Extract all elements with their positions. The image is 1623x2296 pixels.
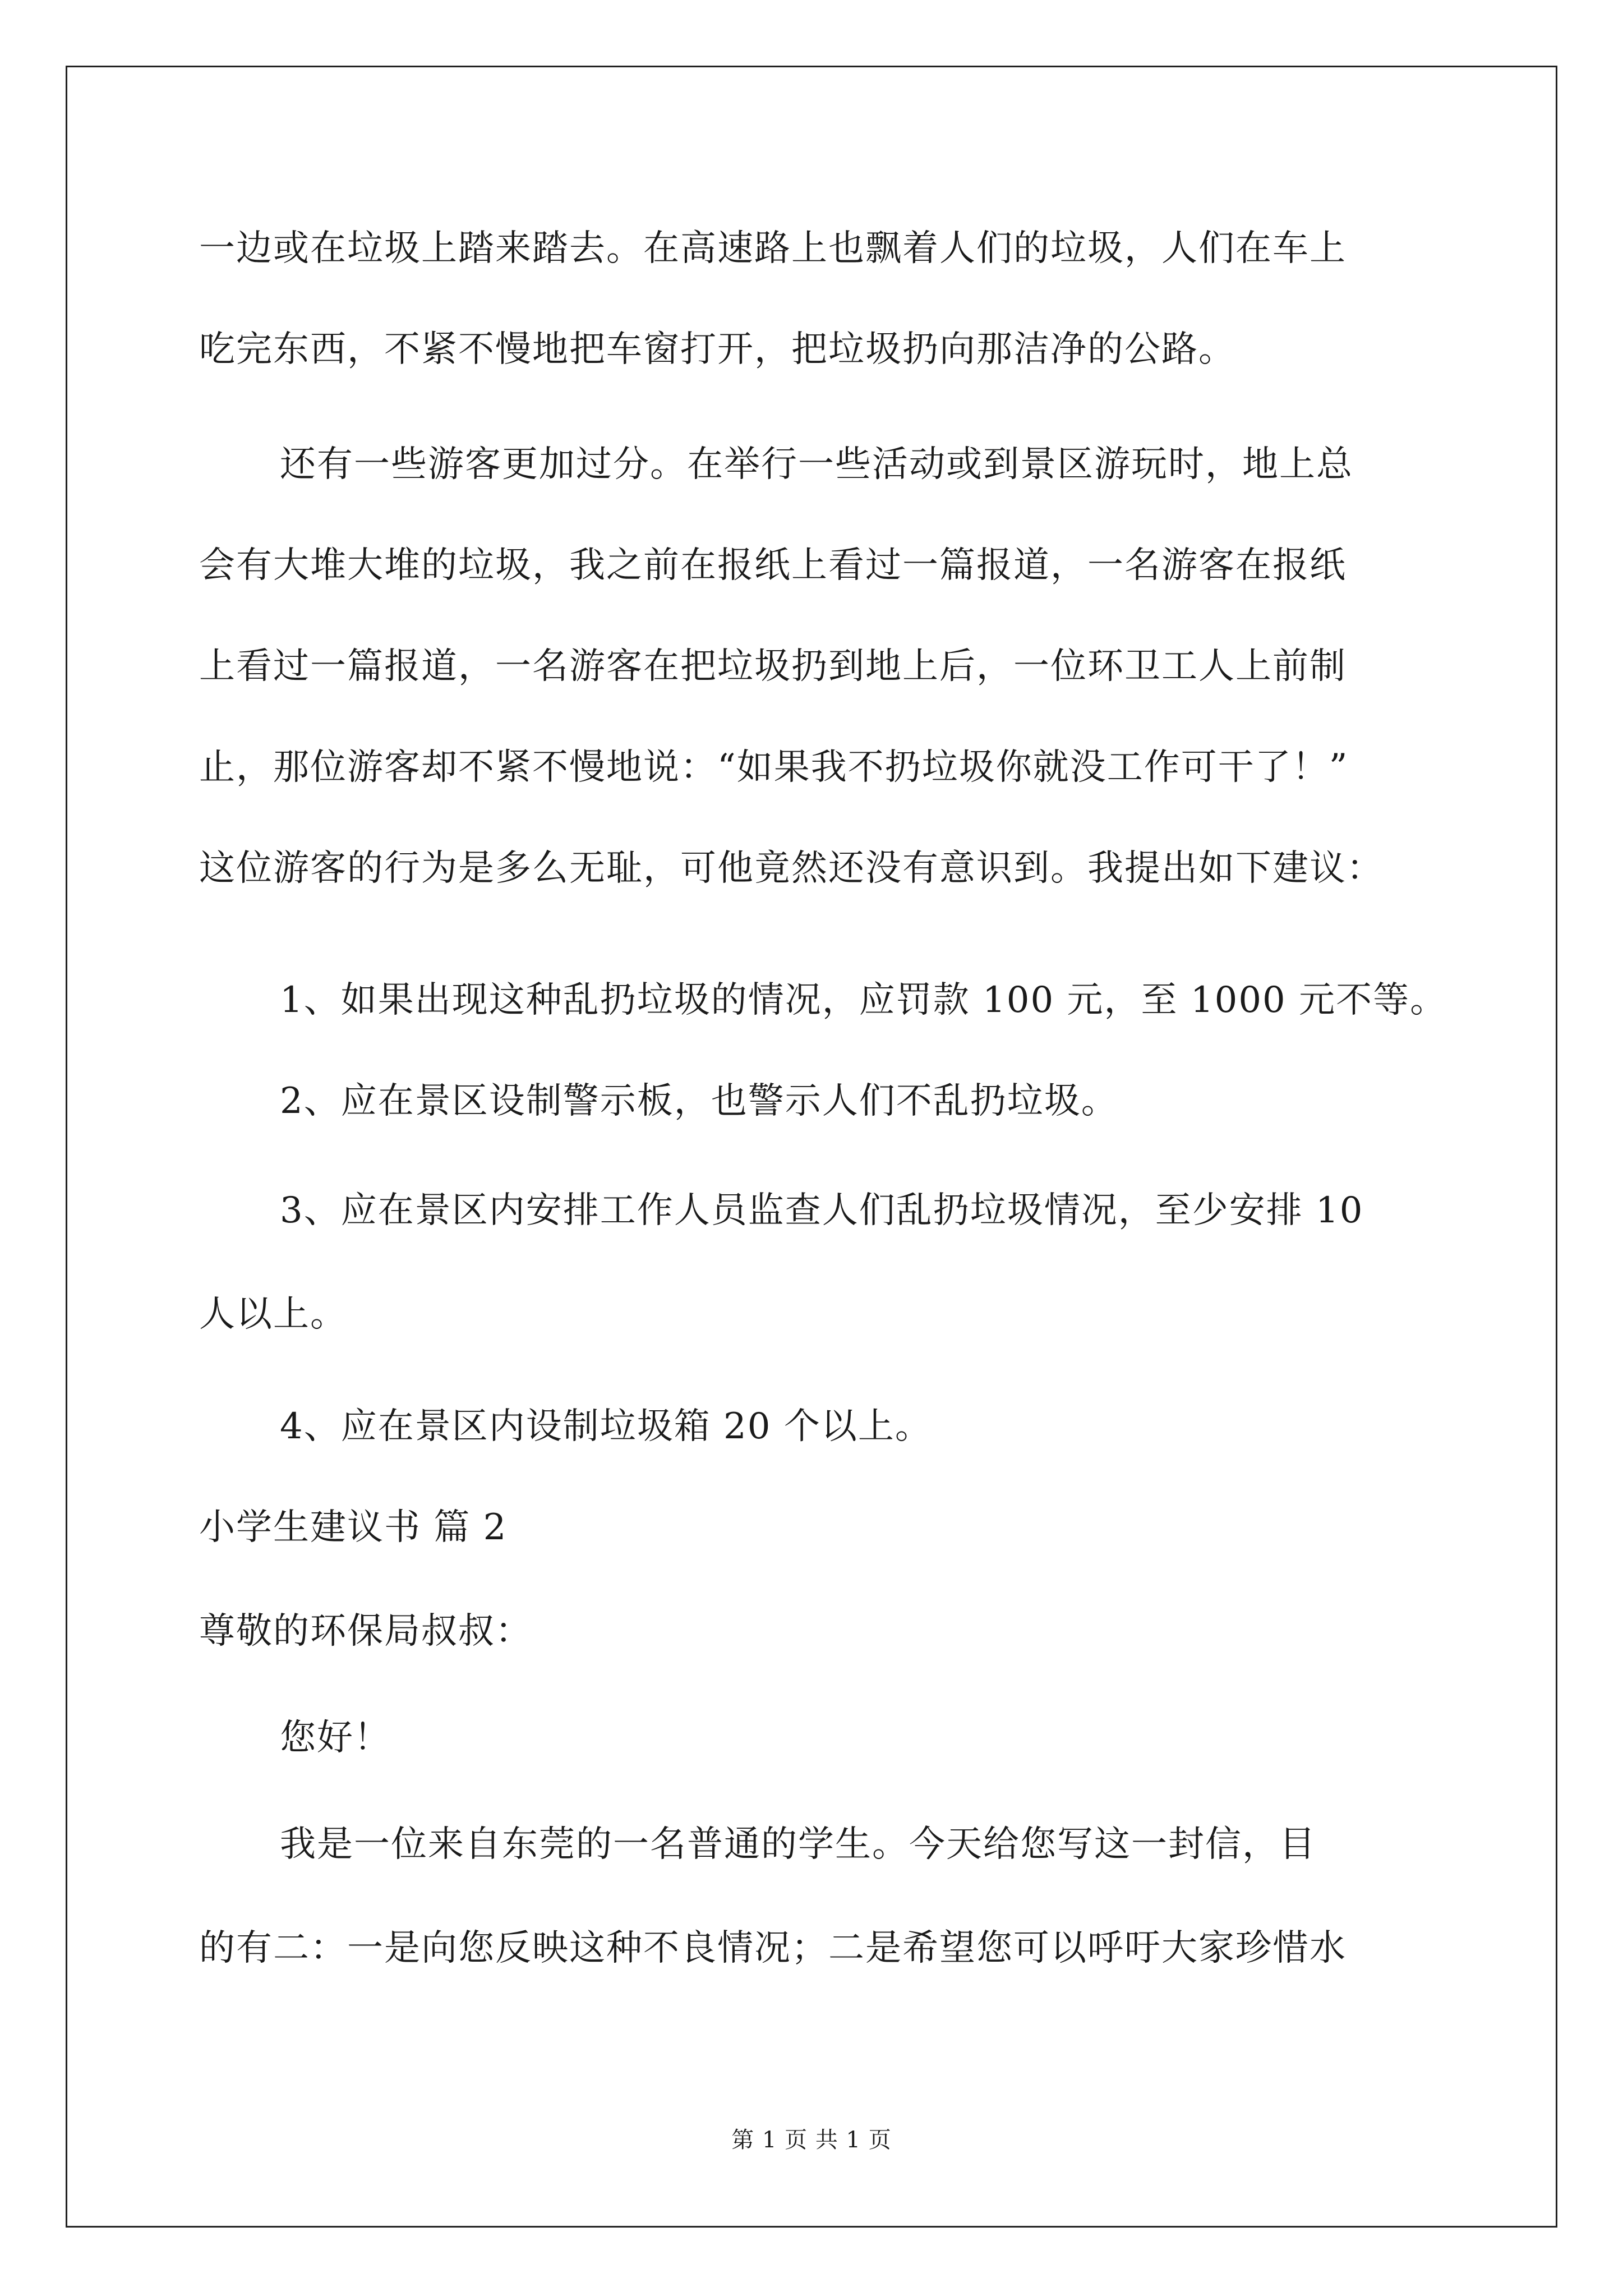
text-line: 一边或在垃圾上踏来踏去。在高速路上也飘着人们的垃圾，人们在车上 <box>199 228 1347 269</box>
page-footer: 第 1 页 共 1 页 <box>731 2127 892 2153</box>
list-item-2: 2、应在景区设制警示板，也警示人们不乱扔垃圾。 <box>280 1080 1118 1122</box>
text-line: 会有大堆大堆的垃圾，我之前在报纸上看过一篇报道，一名游客在报纸 <box>199 545 1347 586</box>
text-line: 这位游客的行为是多么无耻，可他竟然还没有意识到。我提出如下建议： <box>199 848 1384 889</box>
text-line: 吃完东西，不紧不慢地把车窗打开，把垃圾扔向那洁净的公路。 <box>199 329 1235 370</box>
text-line: 止，那位游客却不紧不慢地说：“如果我不扔垃圾你就没工作可干了！” <box>199 747 1349 788</box>
paragraph-start-line: 还有一些游客更加过分。在举行一些活动或到景区游玩时，地上总 <box>280 444 1353 485</box>
list-item-4: 4、应在景区内设制垃圾箱 20 个以上。 <box>280 1406 932 1447</box>
section-heading: 小学生建议书 篇 2 <box>199 1507 508 1548</box>
text-line: 的有二：一是向您反映这种不良情况；二是希望您可以呼吁大家珍惜水 <box>199 1927 1347 1969</box>
text-line: 人以上。 <box>199 1294 347 1335</box>
greeting: 您好！ <box>280 1717 391 1759</box>
text-line: 上看过一篇报道，一名游客在把垃圾扔到地上后，一位环卫工人上前制 <box>199 646 1347 687</box>
list-item-1: 1、如果出现这种乱扔垃圾的情况，应罚款 100 元，至 1000 元不等。 <box>280 979 1447 1021</box>
page-frame <box>66 66 1557 2228</box>
list-item-3: 3、应在景区内安排工作人员监查人们乱扔垃圾情况，至少安排 10 <box>280 1190 1364 1231</box>
paragraph-start-line: 我是一位来自东莞的一名普通的学生。今天给您写这一封信，目 <box>280 1824 1316 1865</box>
salutation: 尊敬的环保局叔叔： <box>199 1611 532 1652</box>
